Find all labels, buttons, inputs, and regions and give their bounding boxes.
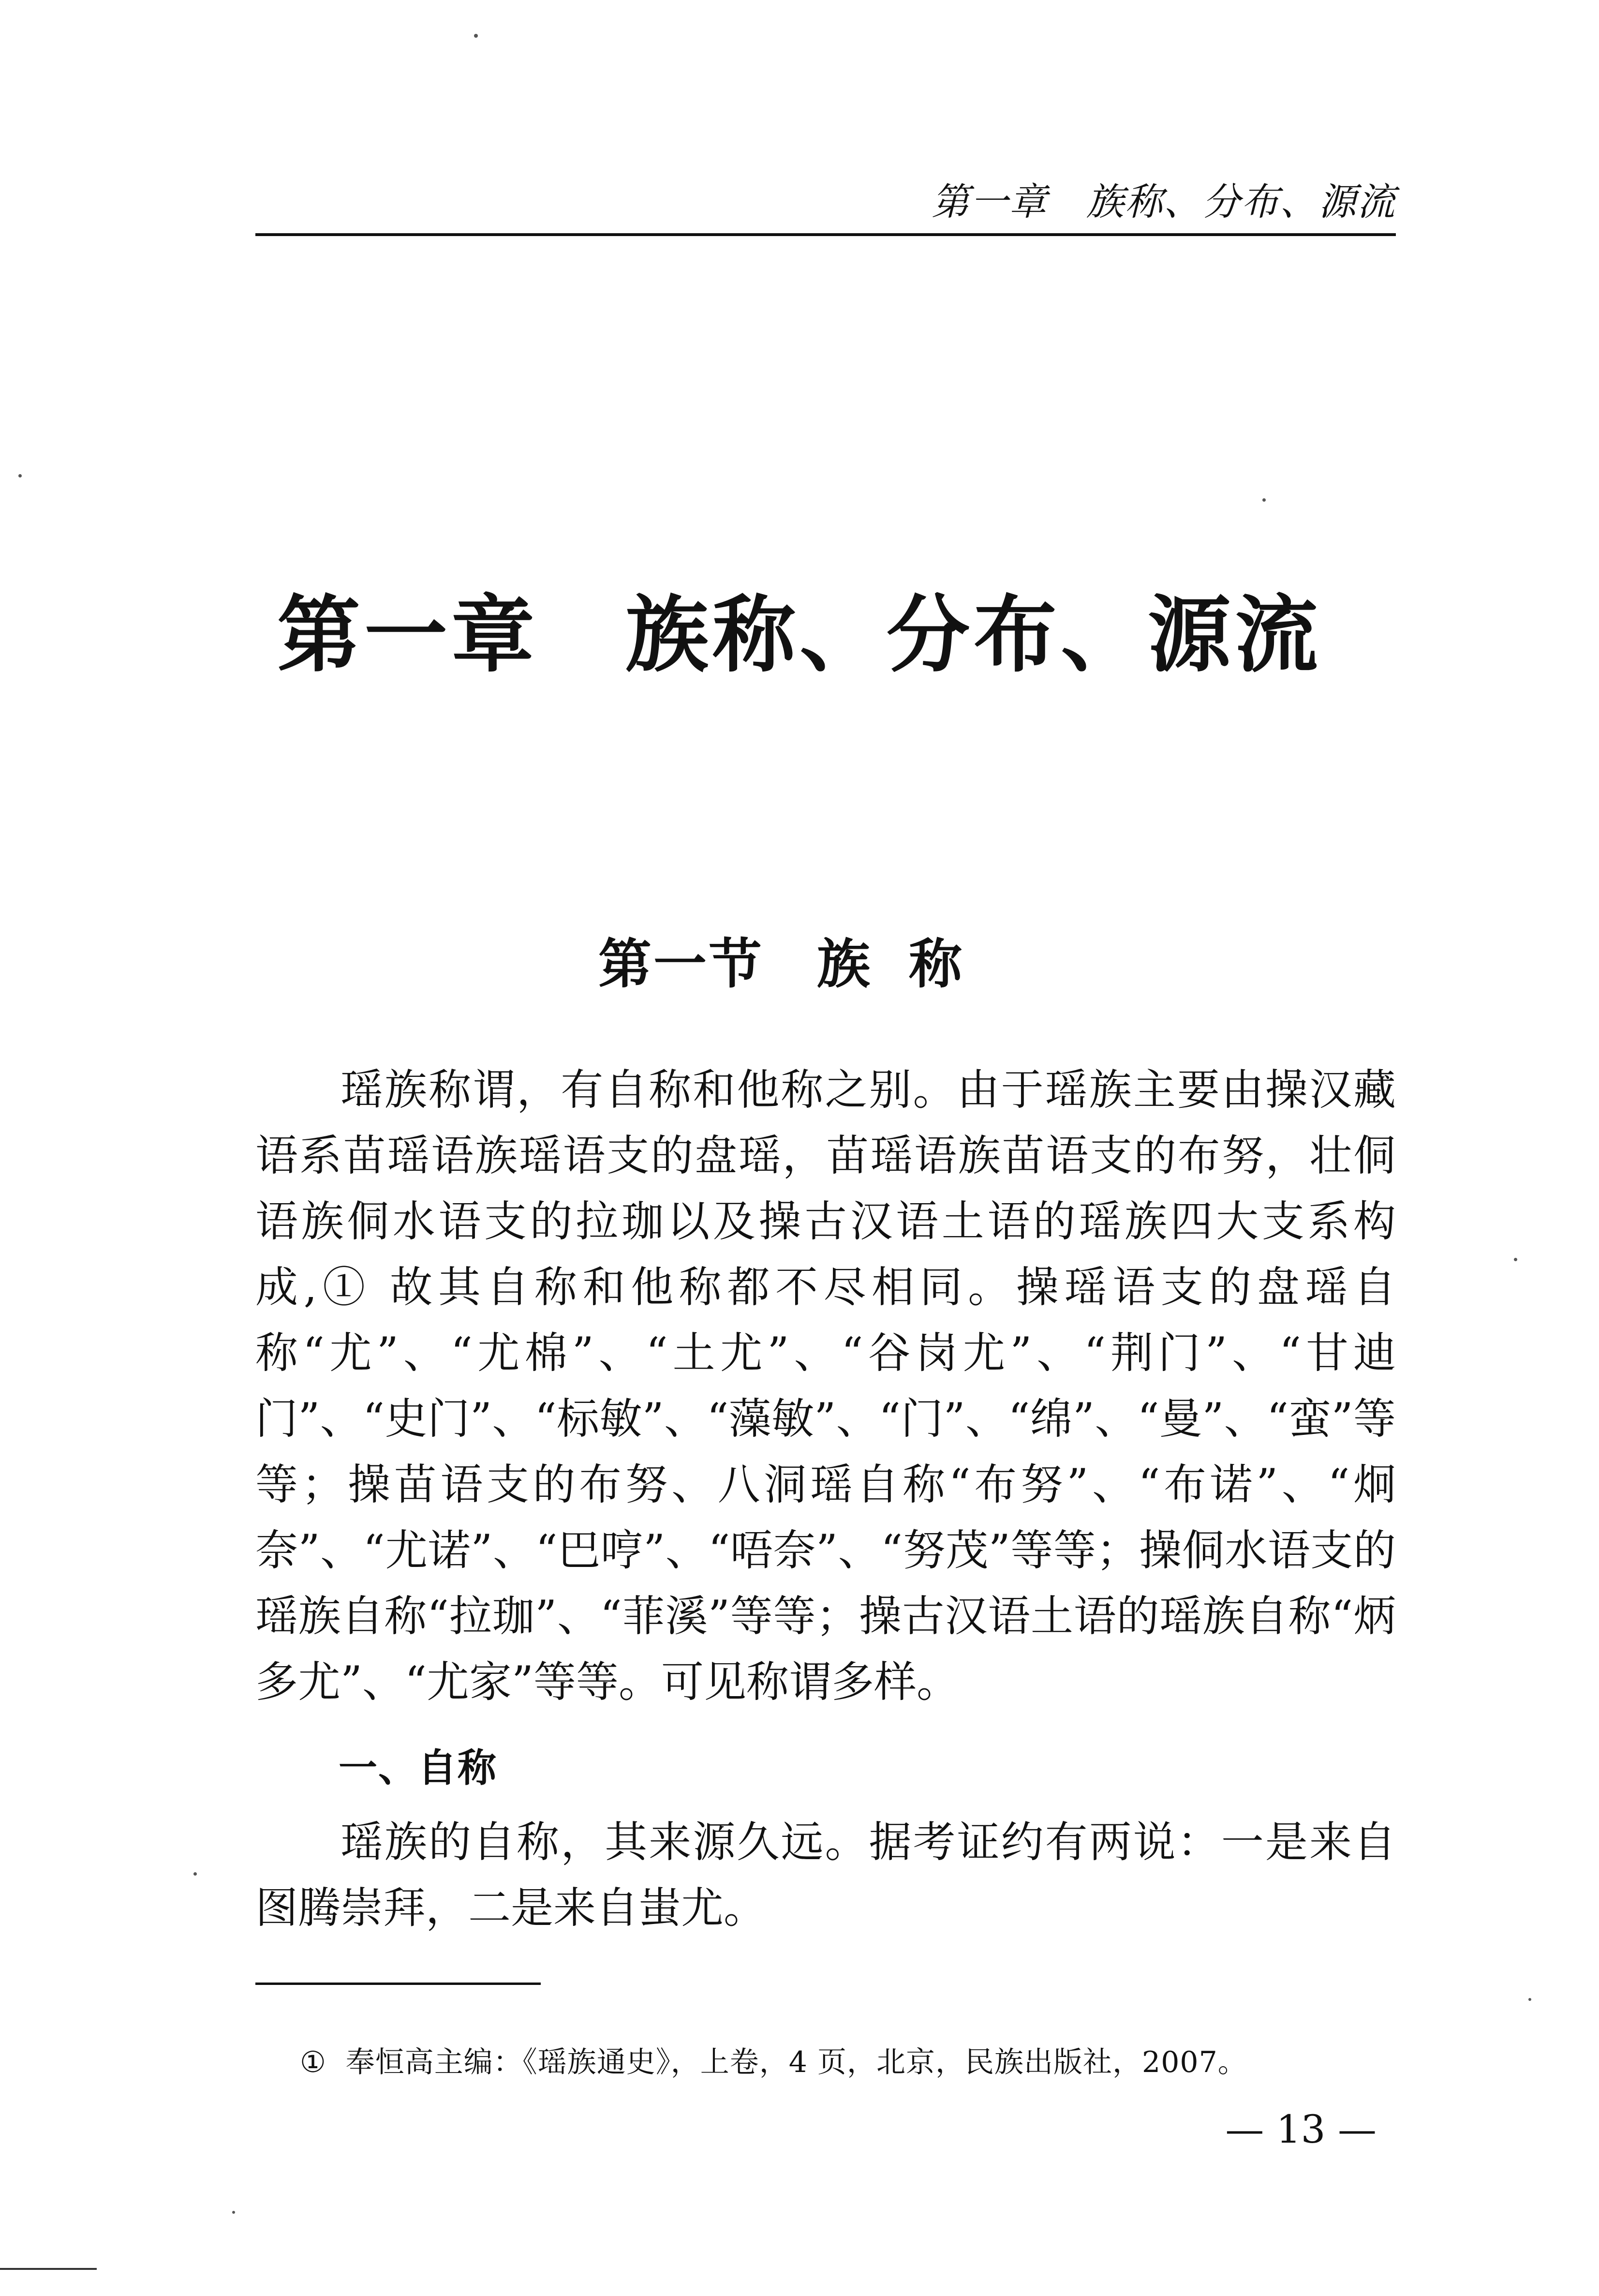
footnote-rule <box>255 1983 541 1985</box>
running-head-title: 族称、分布、源流 <box>1086 180 1396 224</box>
chapter-name: 族称、分布、源流 <box>625 585 1322 684</box>
chapter-title <box>0 568 1599 688</box>
scan-speck <box>193 1872 197 1876</box>
section-label: 第一节 <box>598 933 764 995</box>
chapter-number: 第一章 <box>277 585 538 684</box>
body-paragraph-2: 瑶族的自称，其来源久远。据考证约有两说：一是来自图腾崇拜，二是来自蚩尤。 <box>255 1817 1396 1933</box>
page-number: — 13 — <box>1225 2107 1377 2152</box>
footnote-mark: ① <box>300 2045 326 2079</box>
footnote-text: 奉恒高主编：《瑶族通史》，上卷，4 页，北京，民族出版社，2007。 <box>345 2045 1247 2079</box>
body-paragraph-1: 瑶族称谓，有自称和他称之别。由于瑶族主要由操汉藏语系苗瑶语族瑶语支的盘瑶，苗瑶语族苗语支的布努，壮侗语族侗水语支的拉珈以及操古汉语土语的瑶族四大支系构成,① 故其自称和他称都不尽相同。操瑶语支的盘瑶自称“尤”、“尤棉”、“土尤”、“谷岗尤”、“荆门”、“甘迪门”、“史门”、“标敏”、“藻敏”、“门”、“绵”、“曼”、“蛮”等等；操苗语支的布努、八洞瑶自称“布努”、“布诺”、“炯奈”、“尤诺”、“巴哼”、“唔奈”、“努茂”等等；操侗水语支的瑶族自称“拉珈”、“菲溪”等等；操古汉语土语的瑶族自称“炳多尤”、“尤家”等等。可见称谓多样。 <box>255 1065 1396 1707</box>
header-rule <box>255 233 1396 236</box>
scan-speck <box>474 34 478 38</box>
section-name: 族称 <box>817 933 1001 995</box>
scan-speck <box>18 474 22 477</box>
running-head <box>932 172 1396 226</box>
footnote <box>300 2039 1247 2081</box>
scan-speck <box>1514 1258 1517 1261</box>
scan-speck <box>1528 1998 1531 2001</box>
subheading-self-name: 一、自称 <box>339 1745 497 1790</box>
scan-speck <box>1262 498 1266 502</box>
running-head-chapter: 第一章 <box>931 180 1048 224</box>
section-title <box>0 922 1599 998</box>
scan-edge-mark <box>0 2268 97 2270</box>
scan-speck <box>232 2211 235 2214</box>
